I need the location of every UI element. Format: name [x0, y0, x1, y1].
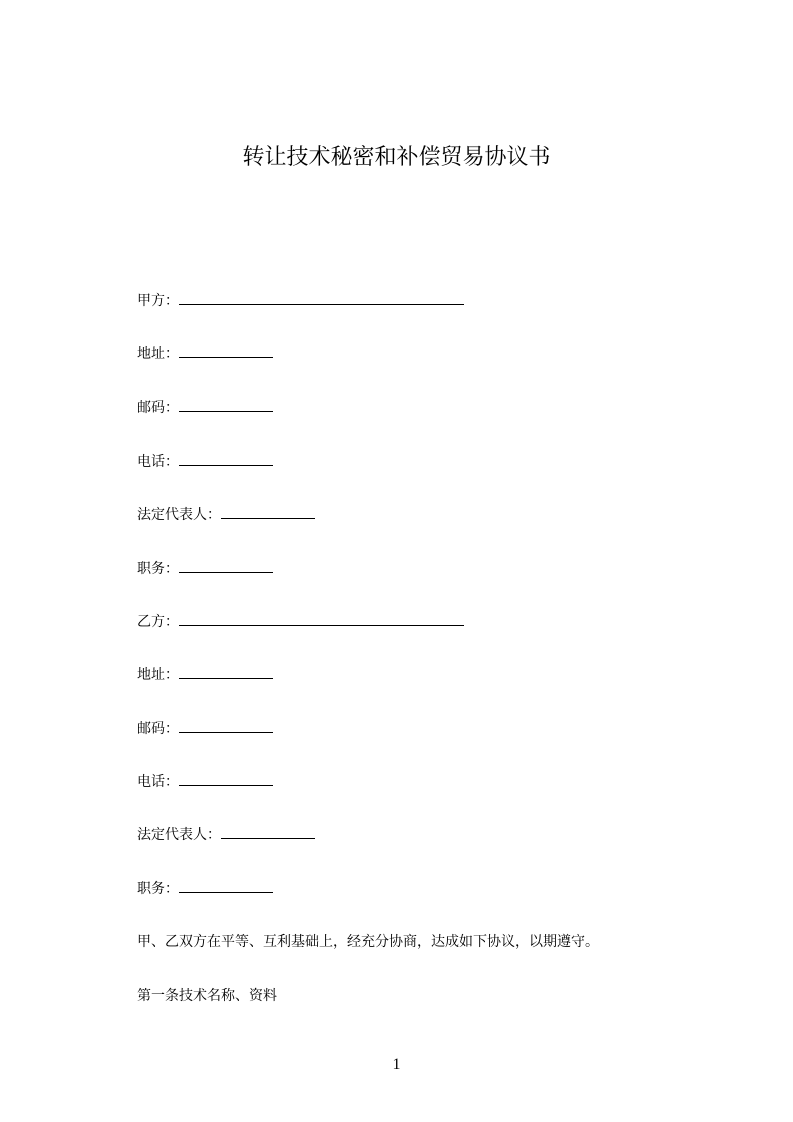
party-b-address-line	[137, 664, 273, 685]
party-b-phone-line	[137, 771, 273, 792]
party-b-position-blank	[179, 878, 273, 893]
article-1-heading: 第一条技术名称、资料	[137, 988, 277, 1004]
party-b-phone-blank	[179, 771, 273, 786]
party-a-position-blank	[179, 558, 273, 573]
party-b-position-label: 职务：	[137, 881, 179, 897]
party-b-postcode-label: 邮码：	[137, 721, 179, 737]
party-a-legal-rep-line	[137, 504, 315, 525]
party-a-phone-label: 电话：	[137, 454, 179, 470]
preamble-paragraph: 甲、乙双方在平等、互利基础上，经充分协商，达成如下协议，以期遵守。	[137, 934, 599, 950]
party-b-line	[137, 611, 464, 632]
page-number: 1	[392, 1056, 401, 1073]
party-b-blank	[179, 611, 464, 626]
party-a-legal-rep-blank	[221, 504, 315, 519]
party-a-label: 甲方：	[137, 293, 179, 309]
party-a-phone-blank	[179, 451, 273, 466]
party-a-address-label: 地址：	[137, 346, 179, 362]
party-b-postcode-line	[137, 718, 273, 739]
party-b-label: 乙方：	[137, 614, 179, 630]
party-b-address-blank	[179, 664, 273, 679]
party-a-postcode-blank	[179, 397, 273, 412]
party-a-phone-line	[137, 451, 273, 472]
party-b-position-line	[137, 878, 273, 899]
party-a-line	[137, 290, 464, 311]
party-a-address-line	[137, 343, 273, 364]
party-b-legal-rep-blank	[221, 824, 315, 839]
party-a-postcode-line	[137, 397, 273, 418]
party-a-address-blank	[179, 343, 273, 358]
party-b-legal-rep-label: 法定代表人：	[137, 827, 221, 843]
party-b-address-label: 地址：	[137, 667, 179, 683]
party-b-postcode-blank	[179, 718, 273, 733]
party-a-position-label: 职务：	[137, 561, 179, 577]
party-b-legal-rep-line	[137, 824, 315, 845]
party-a-postcode-label: 邮码：	[137, 400, 179, 416]
party-a-legal-rep-label: 法定代表人：	[137, 507, 221, 523]
party-a-position-line	[137, 558, 273, 579]
party-a-blank	[179, 290, 464, 305]
document-title: 转让技术秘密和补偿贸易协议书	[242, 145, 551, 170]
party-b-phone-label: 电话：	[137, 774, 179, 790]
